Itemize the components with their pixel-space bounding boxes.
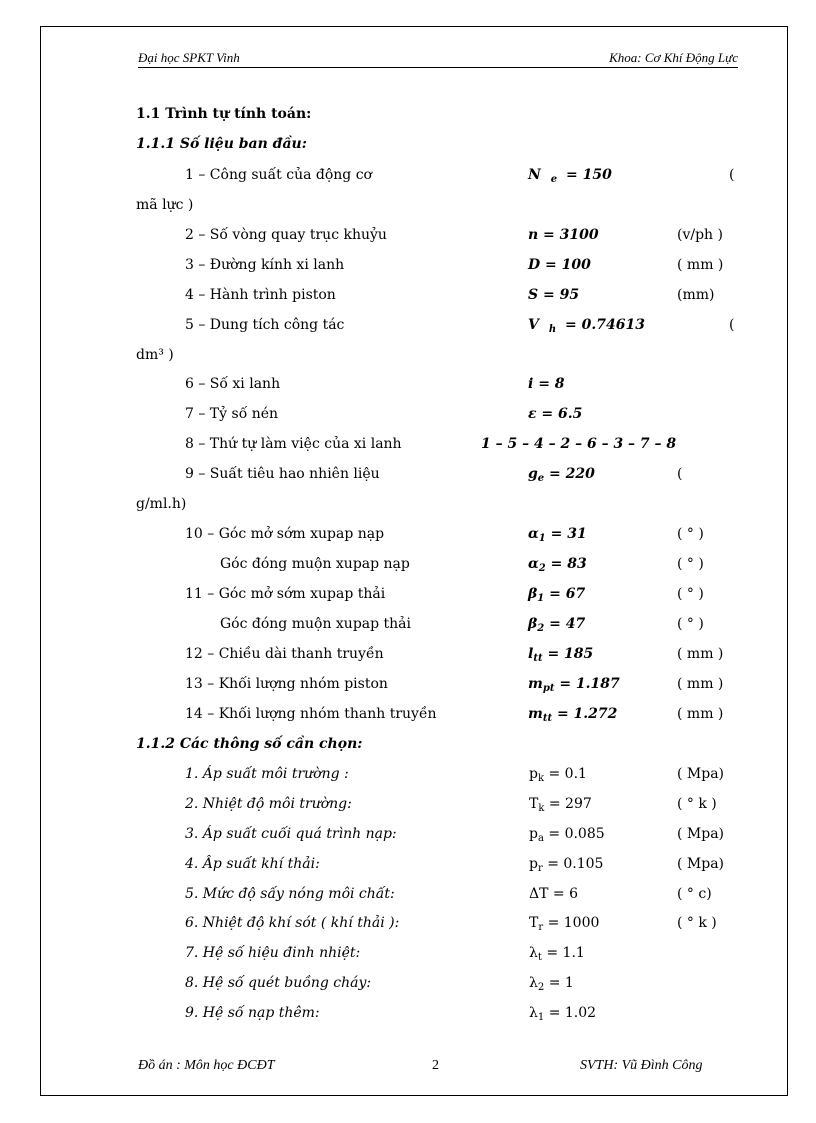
param-value: D = 100 [528, 257, 591, 273]
chosen-param-label: 3. Áp suất cuối quá trình nạp: [185, 826, 397, 842]
param-label: 10 – Góc mở sớm xupap nạp [185, 526, 385, 542]
chosen-param-unit: ( ° k ) [677, 915, 717, 931]
param-value: $g_e = 220$ [528, 466, 595, 484]
param-unit: ( ° ) [677, 586, 704, 602]
param-label: 12 – Chiều dài thanh truyền [185, 646, 384, 662]
chosen-param-label: 6. Nhiệt độ khí sót ( khí thải ): [185, 915, 400, 931]
param-value: $m_{tt} = 1.272$ [528, 706, 618, 724]
section-title: 1.1 Trình tự tính toán: [136, 106, 312, 122]
param-label: 14 – Khối lượng nhóm thanh truyền [185, 706, 437, 722]
chosen-param-label: 2. Nhiệt độ môi trường: [185, 796, 352, 812]
chosen-param-unit: ( Mpa) [677, 856, 725, 872]
page-frame [40, 26, 788, 1096]
chosen-param-value: $T_k = 297$ [529, 796, 592, 814]
footer-course: Đồ án : Môn học ĐCĐT [138, 1058, 275, 1073]
chosen-param-label: 5. Mức độ sấy nóng môi chất: [185, 886, 395, 902]
subsection-initial-data: 1.1.1 Số liệu ban đầu: [136, 136, 307, 152]
param-unit: ( mm ) [677, 706, 724, 722]
param-label: 6 – Số xi lanh [185, 376, 281, 392]
param-value: $\beta_1 = 67$ [528, 586, 586, 604]
param-label: 11 – Góc mở sớm xupap thải [185, 586, 386, 602]
chosen-param-value: $p_r = 0.105$ [529, 856, 604, 874]
header-faculty: Khoa: Cơ Khí Động Lực [609, 50, 738, 65]
param-value: N $_e$ = 150 [528, 167, 612, 185]
param-value: V $_h$ = 0.74613 [528, 317, 645, 335]
footer-student: SVTH: Vũ Đình Công [580, 1058, 703, 1073]
chosen-param-label: 9. Hệ số nạp thêm: [185, 1005, 320, 1021]
param-value: $l_{tt} = 185$ [528, 646, 594, 664]
param-label: Góc đóng muộn xupap thải [220, 616, 412, 632]
chosen-param-label: 1. Áp suất môi trường : [185, 766, 349, 782]
param-label: 7 – Tỷ số nén [185, 406, 279, 422]
param-value: $m_{pt} = 1.187$ [528, 676, 620, 694]
param-unit: (mm) [677, 287, 715, 303]
param-unit: ( ° ) [677, 616, 704, 632]
footer-page-number: 2 [432, 1058, 439, 1073]
param-value: S = 95 [528, 287, 580, 303]
param-label: 1 – Công suất của động cơ [185, 167, 372, 183]
param-value: ε = 6.5 [528, 406, 583, 422]
chosen-param-value: $\lambda_1 = 1.02$ [529, 1005, 597, 1023]
chosen-param-value: $p_k = 0.1$ [529, 766, 587, 784]
param-label: Góc đóng muộn xupap nạp [220, 556, 410, 572]
param-label: 9 – Suất tiêu hao nhiên liệu [185, 466, 380, 482]
subsection-chosen-params: 1.1.2 Các thông số cần chọn: [136, 736, 363, 752]
param-unit: ( ° ) [677, 526, 704, 542]
param-unit-wrap: mã lực ) [136, 197, 194, 213]
chosen-param-label: 4. Âp suất khí thải: [185, 856, 320, 872]
page-header [138, 49, 738, 68]
param-unit-wrap: dm³ ) [136, 347, 174, 363]
param-label: 3 – Đường kính xi lanh [185, 257, 345, 273]
param-value: 1 – 5 – 4 – 2 – 6 – 3 – 7 – 8 [481, 436, 677, 452]
param-unit: ( [677, 466, 683, 482]
param-unit: ( mm ) [677, 257, 724, 273]
chosen-param-value: $\lambda_2 = 1$ [529, 975, 574, 993]
chosen-param-unit: ( ° c) [677, 886, 712, 902]
param-unit: ( [729, 167, 735, 183]
param-value: $\beta_2 = 47$ [528, 616, 586, 634]
chosen-param-value: $\lambda_t = 1.1$ [529, 945, 585, 963]
param-value: i = 8 [528, 376, 565, 392]
param-value: $\alpha_1 = 31$ [528, 526, 587, 544]
param-value: $\alpha_2 = 83$ [528, 556, 587, 574]
param-unit: ( ° ) [677, 556, 704, 572]
param-label: 8 – Thứ tự làm việc của xi lanh [185, 436, 402, 452]
param-unit: (v/ph ) [677, 227, 723, 243]
param-unit: ( mm ) [677, 676, 724, 692]
param-label: 2 – Số vòng quay trục khuỷu [185, 227, 387, 243]
chosen-param-value: $T_r = 1000$ [529, 915, 600, 933]
chosen-param-value: ΔT = 6 [529, 886, 578, 902]
chosen-param-label: 7. Hệ số hiệu đinh nhiệt: [185, 945, 361, 961]
chosen-param-value: $p_a = 0.085$ [529, 826, 605, 844]
chosen-param-unit: ( Mpa) [677, 766, 725, 782]
param-unit: ( [729, 317, 735, 333]
param-value: n = 3100 [528, 227, 599, 243]
header-university: Đại học SPKT Vinh [138, 50, 240, 65]
chosen-param-unit: ( ° k ) [677, 796, 717, 812]
param-unit-wrap: g/ml.h) [136, 496, 187, 512]
param-label: 5 – Dung tích công tác [185, 317, 345, 333]
chosen-param-label: 8. Hệ số quét buồng cháy: [185, 975, 372, 991]
chosen-param-unit: ( Mpa) [677, 826, 725, 842]
param-label: 13 – Khối lượng nhóm piston [185, 676, 388, 692]
param-label: 4 – Hành trình piston [185, 287, 336, 303]
param-unit: ( mm ) [677, 646, 724, 662]
